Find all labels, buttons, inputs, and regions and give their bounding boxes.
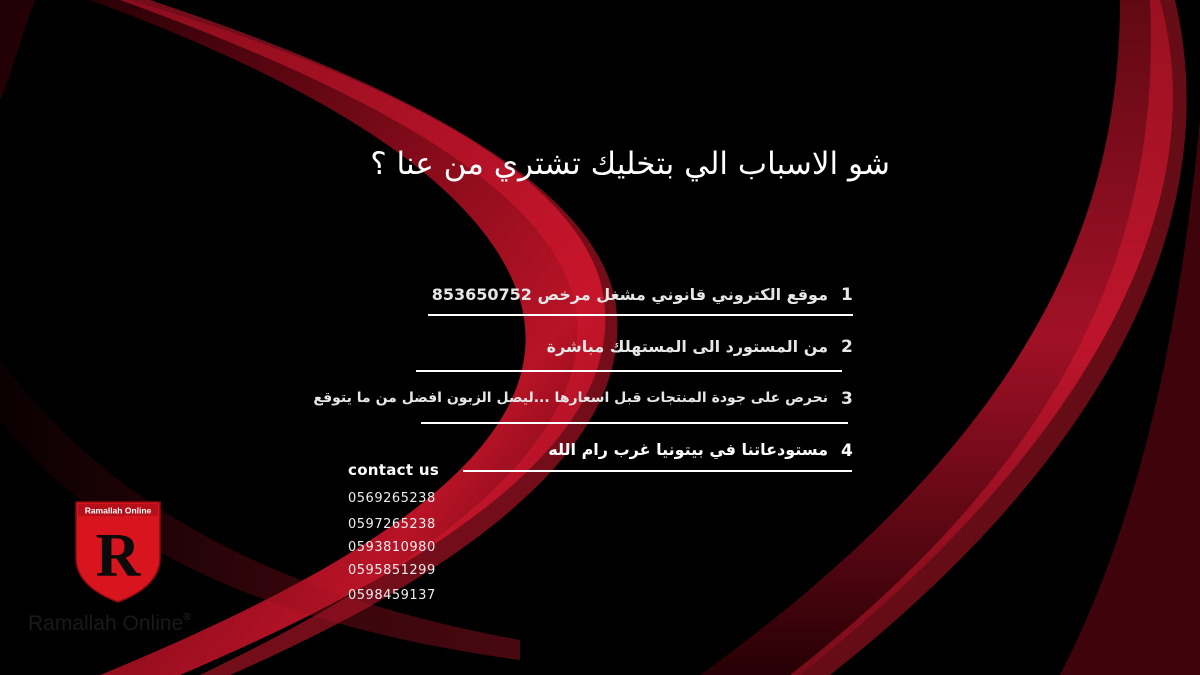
reason-text: مستودعاتنا في بيتونيا غرب رام الله	[548, 440, 828, 459]
phone-number: 0597265238	[348, 517, 436, 532]
divider	[421, 422, 848, 424]
divider	[463, 470, 852, 472]
logo-letter: R	[95, 522, 141, 590]
reason-number: 4	[841, 441, 853, 461]
phone-number: 0595851299	[348, 563, 436, 578]
reason-number: 1	[841, 285, 853, 305]
divider	[428, 314, 853, 316]
registered-mark: ®	[183, 612, 191, 623]
phone-number: 0569265238	[348, 491, 436, 506]
brand-name	[28, 612, 191, 636]
reason-text: نحرص على جودة المنتجات قبل اسعارها ...ليصل الزبون افضل من ما يتوقع	[313, 390, 828, 406]
brand-name-text: Ramallah Online	[28, 612, 184, 635]
reason-text: موقع الكتروني قانوني مشغل مرخص 853650752	[431, 285, 828, 304]
contact-heading: contact us	[348, 461, 440, 479]
phone-number: 0598459137	[348, 588, 436, 603]
phone-number: 0593810980	[348, 540, 436, 555]
ramallah-online-logo	[70, 496, 166, 606]
reason-number: 3	[841, 389, 853, 409]
reason-number: 2	[841, 337, 853, 357]
logo-banner-text: Ramallah Online	[84, 505, 152, 516]
divider	[416, 370, 842, 372]
slide-title: شو الاسباب الي بتخليك تشتري من عنا ؟	[370, 146, 890, 182]
reason-text: من المستورد الى المستهلك مباشرة	[546, 337, 828, 356]
